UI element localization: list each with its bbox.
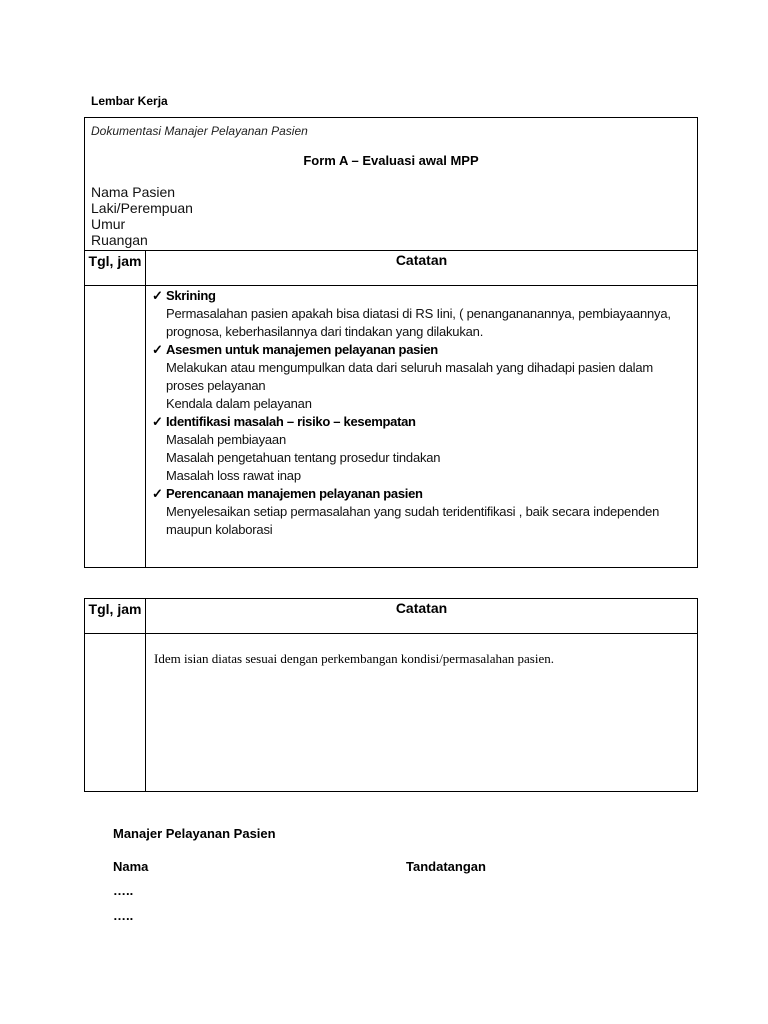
field-jenis-kelamin: Laki/Perempuan	[91, 200, 193, 216]
column-header-tgl-jam: Tgl, jam	[85, 599, 146, 634]
checkmark-icon: ✓	[152, 414, 163, 429]
list-item: Melakukan atau mengumpulkan data dari seluruh masalah yang dihadapi pasien dalam proses pelayanan	[166, 360, 653, 393]
checkmark-icon: ✓	[152, 288, 163, 303]
form-a-table	[84, 117, 698, 568]
worksheet-label: Lembar Kerja	[91, 94, 168, 108]
signature-heading: Manajer Pelayanan Pasien	[113, 826, 276, 841]
name-placeholder: …..	[113, 908, 134, 923]
column-header-catatan: Catatan	[146, 599, 698, 634]
list-item: Permasalahan pasien apakah bisa diatasi di RS Iini, ( penangananannya, pembiayaannya, prognosa, keberhasilannya dari tindakan yang dilakukan.	[166, 306, 671, 339]
form-title: Form A – Evaluasi awal MPP	[303, 153, 479, 168]
list-item: Masalah pengetahuan tentang prosedur tindakan	[166, 450, 441, 465]
column-header-catatan: Catatan	[146, 251, 698, 286]
field-umur: Umur	[91, 216, 126, 232]
tgl-jam-cell	[85, 286, 146, 568]
field-nama-pasien: Nama Pasien	[91, 184, 176, 200]
section-perencanaan: ✓ Perencanaan manajemen pelayanan pasien	[152, 486, 423, 501]
catatan-cell	[146, 286, 698, 568]
checkmark-icon: ✓	[152, 342, 163, 357]
name-label: Nama	[113, 859, 149, 874]
tgl-jam-cell	[85, 634, 146, 792]
list-item: Kendala dalam pelayanan	[166, 396, 312, 411]
section-asesmen: ✓ Asesmen untuk manajemen pelayanan pasien	[152, 342, 438, 357]
followup-table	[84, 598, 698, 792]
list-item: Menyelesaikan setiap permasalahan yang sudah teridentifikasi , baik secara independen maupun kolaborasi	[166, 504, 660, 537]
column-header-tgl-jam: Tgl, jam	[85, 251, 146, 286]
section-skrining: ✓ Skrining	[152, 288, 216, 303]
form-header-cell	[85, 118, 698, 251]
list-item: Masalah loss rawat inap	[166, 468, 301, 483]
idem-note: Idem isian diatas sesuai dengan perkembangan kondisi/permasalahan pasien.	[146, 634, 698, 792]
checkmark-icon: ✓	[152, 486, 163, 501]
name-placeholder: …..	[113, 883, 134, 898]
field-ruangan: Ruangan	[91, 232, 148, 248]
section-identifikasi: ✓ Identifikasi masalah – risiko – kesempatan	[152, 414, 416, 429]
document-subtitle: Dokumentasi Manajer Pelayanan Pasien	[91, 124, 308, 138]
list-item: Masalah pembiayaan	[166, 432, 286, 447]
signature-label: Tandatangan	[406, 859, 486, 874]
